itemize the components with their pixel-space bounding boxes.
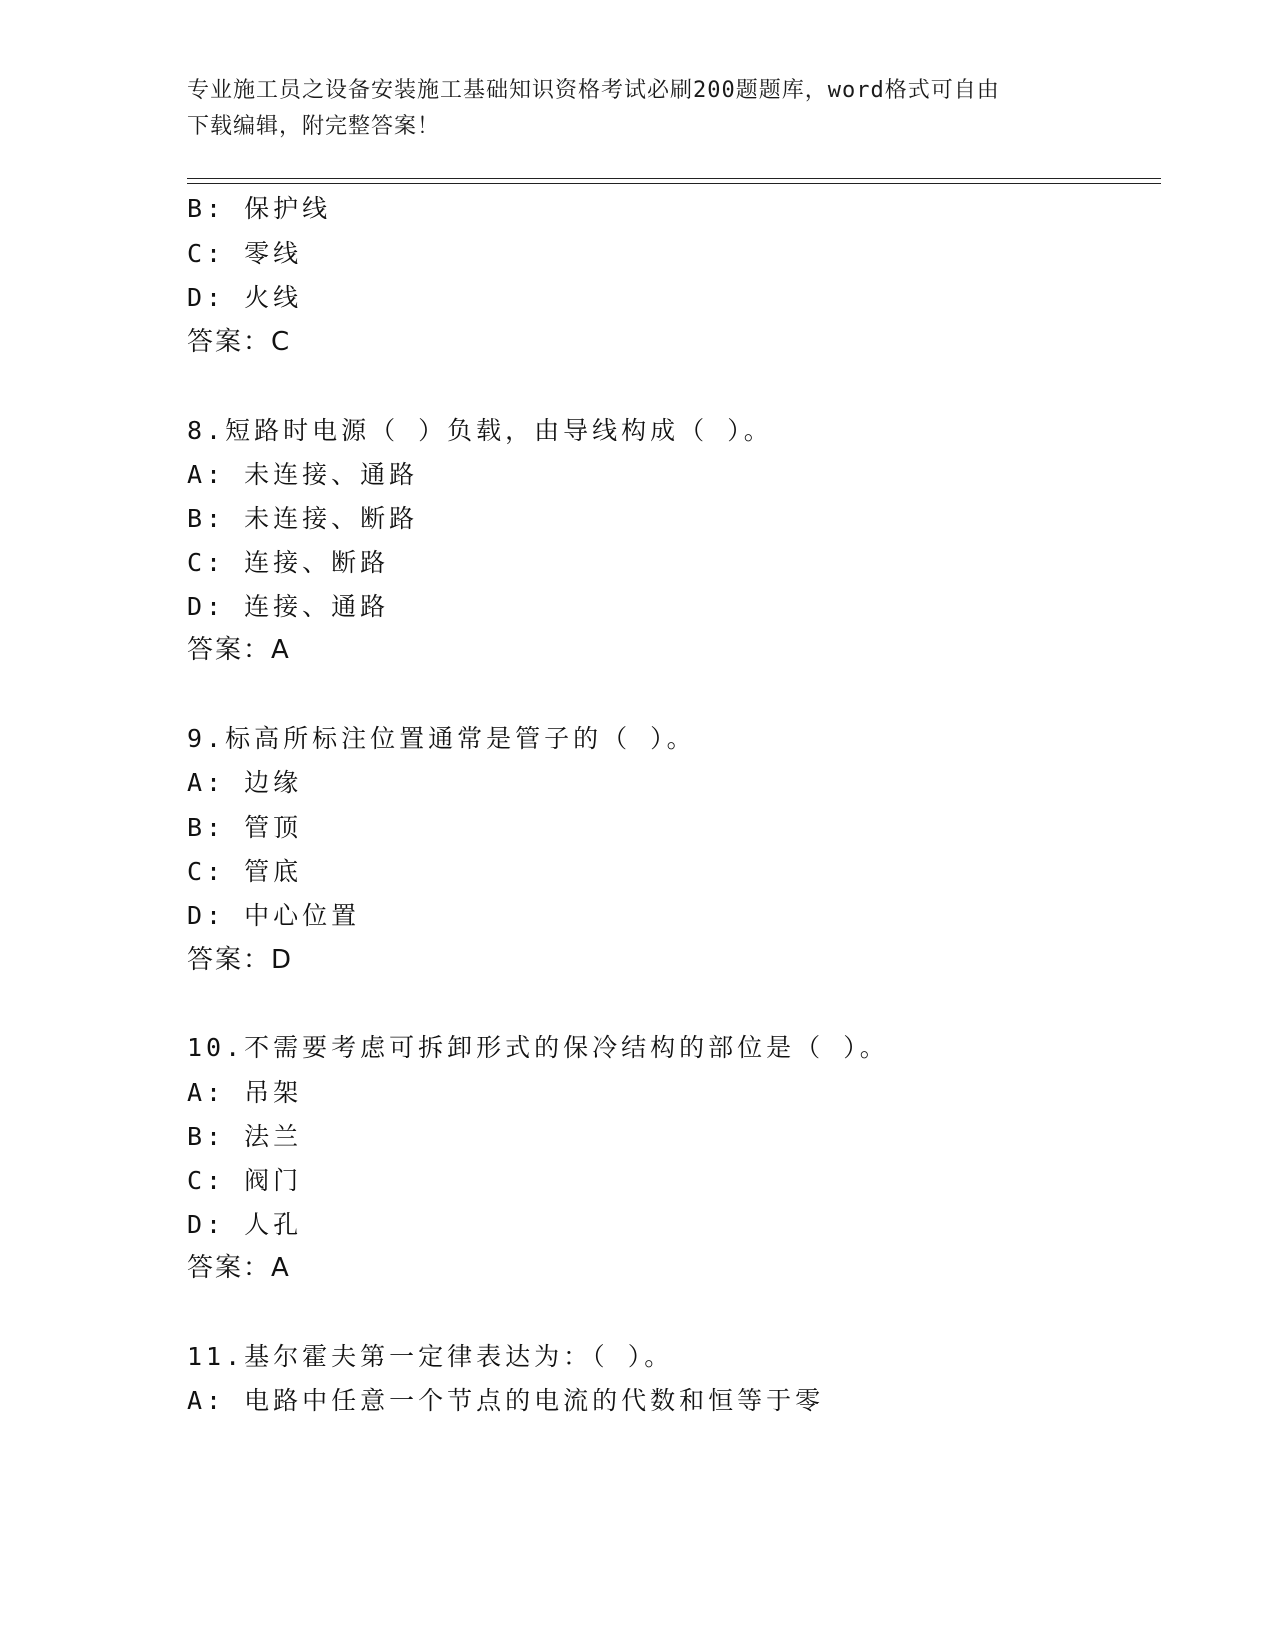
q10-option-a: A: 吊架	[187, 1078, 303, 1107]
q9-option-d: D: 中心位置	[187, 901, 361, 930]
q7-option-b: B: 保护线	[187, 194, 332, 223]
q10-option-c: C: 阀门	[187, 1166, 303, 1195]
q7-answer: 答案：C	[187, 327, 292, 357]
q7-option-c: C: 零线	[187, 239, 303, 268]
q11-question: 11.基尔霍夫第一定律表达为：（ ）。	[187, 1342, 674, 1371]
q11-option-a: A: 电路中任意一个节点的电流的代数和恒等于零	[187, 1386, 825, 1415]
q9-option-c: C: 管底	[187, 857, 303, 886]
q8-option-b: B: 未连接、断路	[187, 504, 419, 533]
q7-option-d: D: 火线	[187, 283, 303, 312]
header-title-line1: 专业施工员之设备安装施工基础知识资格考试必刷200题题库，word格式可自由	[187, 78, 1000, 103]
q9-answer: 答案：D	[187, 945, 294, 975]
q9-question: 9.标高所标注位置通常是管子的（ ）。	[187, 724, 696, 753]
header-divider-bottom	[187, 183, 1161, 184]
q8-option-d: D: 连接、通路	[187, 592, 390, 621]
q9-option-a: A: 边缘	[187, 768, 303, 797]
q8-question: 8.短路时电源（ ）负载，由导线构成（ ）。	[187, 416, 773, 445]
q10-answer: 答案：A	[187, 1253, 291, 1283]
q10-question: 10.不需要考虑可拆卸形式的保冷结构的部位是（ ）。	[187, 1033, 889, 1062]
q10-option-d: D: 人孔	[187, 1210, 303, 1239]
q8-answer: 答案：A	[187, 635, 291, 665]
header-title-line2: 下载编辑，附完整答案！	[187, 114, 441, 139]
header-divider-top	[187, 178, 1161, 179]
q10-option-b: B: 法兰	[187, 1122, 303, 1151]
document-header	[187, 73, 1087, 145]
q9-option-b: B: 管顶	[187, 813, 303, 842]
q8-option-a: A: 未连接、通路	[187, 460, 419, 489]
q8-option-c: C: 连接、断路	[187, 548, 390, 577]
